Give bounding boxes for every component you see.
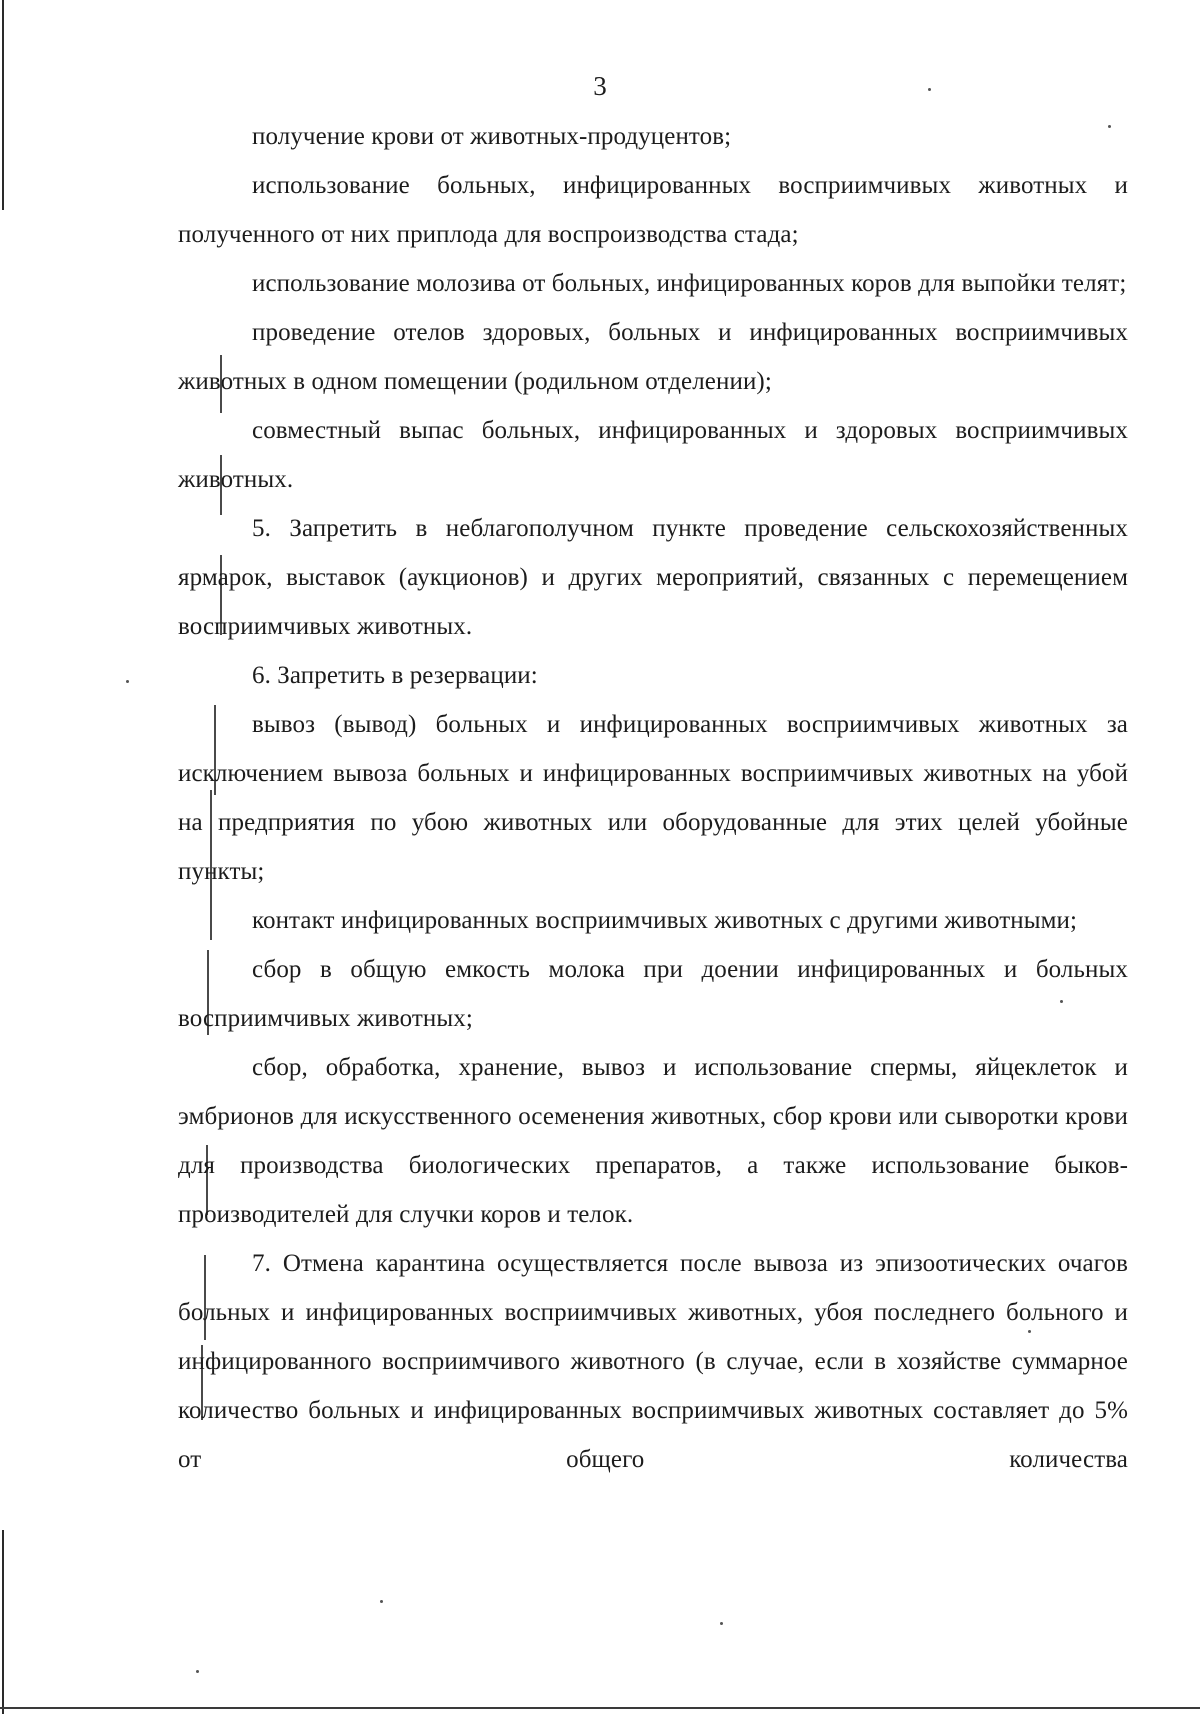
scan-edge-bottom	[0, 1707, 1200, 1709]
paragraph: проведение отелов здоровых, больных и инфицированных восприимчивых животных в одном помещении (родильном отделении);	[178, 319, 1128, 395]
paragraph: 5. Запретить в неблагополучном пункте проведение сельскохозяйственных ярмарок, выставок (аукционов) и других мероприятий, связанных с перемещением восприимчивых животных.	[178, 515, 1128, 640]
page-number: 3	[593, 71, 607, 101]
paragraph: сбор, обработка, хранение, вывоз и использование спермы, яйцеклеток и эмбрионов для искусственного осеменения животных, сбор крови или сыворотки крови для производства биологических препаратов, а также использование быков-производителей для случки коров и телок.	[178, 1054, 1128, 1228]
scan-edge-left-top	[2, 0, 4, 210]
paragraph: совместный выпас больных, инфицированных и здоровых восприимчивых животных.	[178, 417, 1128, 493]
paragraph: 6. Запретить в резервации:	[252, 662, 538, 689]
paragraph: контакт инфицированных восприимчивых животных с другими животными;	[252, 907, 1078, 934]
scan-speck	[126, 680, 129, 683]
paragraph: использование молозива от больных, инфицированных коров для выпойки телят;	[252, 270, 1127, 297]
scan-edge-left-bottom	[2, 1530, 4, 1714]
paragraph: использование больных, инфицированных восприимчивых животных и полученного от них приплода для воспроизводства стада;	[178, 172, 1128, 248]
paragraph: получение крови от животных-продуцентов;	[252, 123, 732, 150]
document-body	[178, 112, 1128, 1484]
scan-speck	[720, 1622, 723, 1625]
paragraph: вывоз (вывод) больных и инфицированных восприимчивых животных за исключением вывоза больных и инфицированных восприимчивых животных на убой на предприятия по убою животных или оборудованные для этих целей убойные пункты;	[178, 711, 1128, 885]
scan-speck	[196, 1670, 199, 1673]
paragraph: сбор в общую емкость молока при доении инфицированных и больных восприимчивых животных;	[178, 956, 1128, 1032]
scan-speck	[380, 1600, 383, 1603]
paragraph: 7. Отмена карантина осуществляется после вывоза из эпизоотических очагов больных и инфицированных восприимчивых животных, убоя последнего больного и инфицированного восприимчивого животного (в случае, если в хозяйстве суммарное количество больных и инфицированных восприимчивых животных составляет до 5% от общего количества	[178, 1250, 1128, 1473]
